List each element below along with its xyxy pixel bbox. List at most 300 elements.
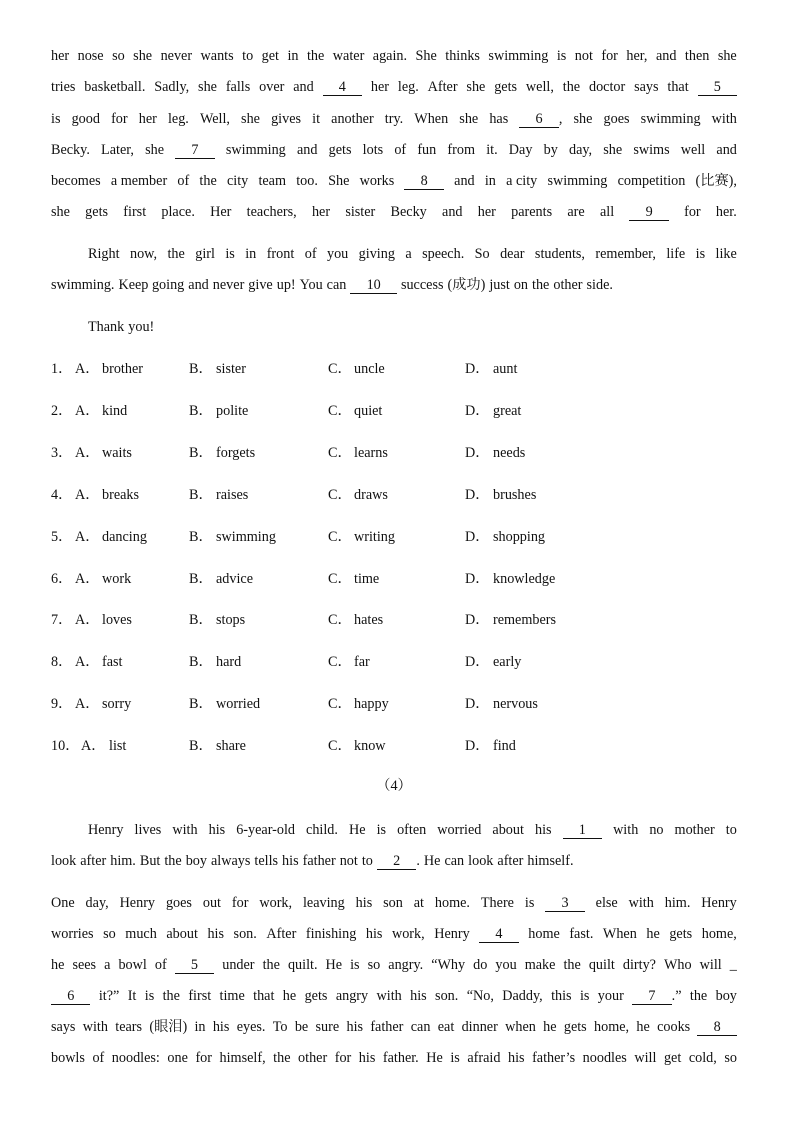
option-d-text: nervous	[493, 696, 538, 713]
word: her	[311, 204, 331, 220]
word: the	[262, 957, 280, 973]
option-c-text: hates	[354, 612, 384, 629]
word: with	[613, 822, 639, 838]
word: and	[655, 48, 677, 64]
word: so	[103, 926, 116, 942]
blank-number: 4	[324, 79, 361, 95]
text-line	[51, 77, 737, 97]
option-b-text: worried	[216, 696, 261, 713]
option-letter: D．	[465, 654, 490, 671]
answer-blank	[698, 77, 737, 97]
option-c-text: draws	[354, 486, 388, 503]
text-line	[51, 244, 737, 264]
word: father.	[382, 1050, 419, 1066]
word: sure	[315, 1019, 340, 1035]
word: Day	[508, 142, 533, 158]
option-c-text: writing	[354, 528, 395, 545]
word: he	[636, 1019, 650, 1035]
answer-blank	[175, 140, 214, 160]
word: and	[296, 142, 318, 158]
word: is	[350, 957, 360, 973]
answer-blank	[323, 77, 362, 97]
word: (成功)	[447, 277, 486, 293]
option-letter: D．	[465, 528, 490, 545]
word: the	[562, 79, 581, 95]
option-letter: A．	[75, 654, 100, 671]
option-a-text: kind	[102, 402, 128, 419]
word: she	[717, 48, 737, 64]
text-line	[51, 275, 737, 295]
word: He	[325, 957, 343, 973]
blank-number: 8	[406, 173, 442, 189]
word: the	[306, 48, 325, 64]
word: goes	[603, 111, 630, 127]
option-letter: D．	[465, 444, 490, 461]
word: leaving	[302, 895, 345, 911]
word: home,	[594, 1019, 630, 1035]
word: to	[242, 48, 254, 64]
word: one	[167, 1050, 188, 1066]
word: She	[415, 48, 437, 64]
word: will	[699, 957, 722, 973]
option-c-text: know	[354, 738, 386, 755]
word: day,	[85, 895, 109, 911]
option-letter: C．	[328, 528, 352, 545]
word: with	[711, 111, 737, 127]
word: in	[194, 1019, 206, 1035]
word: will	[634, 1050, 657, 1066]
word: again.	[372, 48, 408, 64]
word: it?”	[98, 988, 120, 1004]
word: says	[51, 1019, 76, 1035]
word: leg.	[397, 79, 419, 95]
word: eat	[437, 1019, 455, 1035]
question-number: 7．	[51, 612, 73, 629]
word: is	[144, 988, 155, 1004]
word: students,	[534, 246, 585, 262]
question-number: 8．	[51, 654, 73, 671]
answer-blank	[404, 171, 443, 191]
word: too.	[296, 173, 318, 189]
blank-number: 6	[53, 988, 89, 1004]
option-c-text: quiet	[354, 402, 383, 419]
word: other	[553, 277, 583, 293]
blank-number: 5	[176, 957, 213, 973]
question-number: 2．	[51, 402, 73, 419]
text-line	[51, 1017, 737, 1037]
answer-blank	[629, 202, 668, 222]
word: gets	[328, 142, 352, 158]
word: It	[127, 988, 137, 1004]
word: home.	[434, 895, 470, 911]
word: first	[123, 204, 147, 220]
word: all	[599, 204, 615, 220]
word: get	[261, 48, 279, 64]
text-line	[51, 924, 737, 944]
blank-number: 1	[564, 822, 601, 838]
word: Her	[210, 204, 232, 220]
word: is	[556, 48, 567, 64]
word: gets	[563, 1019, 587, 1035]
option-letter: C．	[328, 570, 352, 587]
option-d-text: remembers	[493, 612, 557, 629]
word: works	[359, 173, 395, 189]
word: a member	[110, 173, 168, 189]
word: Henry	[701, 895, 737, 911]
option-letter: B．	[189, 528, 213, 545]
word: she	[241, 111, 260, 127]
word: finishing	[305, 926, 357, 942]
word: swimming.	[51, 277, 115, 293]
text-line	[51, 171, 737, 191]
word: first	[188, 988, 212, 1004]
option-b-text: swimming	[216, 528, 276, 545]
word: He	[348, 822, 366, 838]
word: not	[339, 853, 358, 869]
word: To	[272, 1019, 288, 1035]
option-letter: D．	[465, 612, 490, 629]
word: worries	[51, 926, 94, 942]
word: swims	[633, 142, 670, 158]
word: time	[219, 988, 245, 1004]
word: He	[423, 853, 441, 869]
word: other	[298, 1050, 328, 1066]
word: are	[567, 204, 585, 220]
word: swimming	[640, 111, 701, 127]
word: dirty?	[622, 957, 656, 973]
word: his	[346, 1019, 364, 1035]
word: she	[145, 142, 165, 158]
word: (比赛),	[695, 173, 737, 189]
word: his	[208, 822, 226, 838]
word: the	[162, 988, 180, 1004]
word: Well,	[199, 111, 230, 127]
word: parents	[511, 204, 553, 220]
word: After	[266, 926, 297, 942]
word: on	[513, 277, 529, 293]
word: his	[355, 895, 373, 911]
option-c-text: time	[354, 570, 380, 587]
word: his	[212, 1019, 230, 1035]
word: day,	[568, 142, 593, 158]
word: is	[524, 895, 535, 911]
word: (眼泪)	[149, 1019, 188, 1035]
word: the	[167, 246, 185, 262]
option-a-text: loves	[102, 612, 132, 629]
word: side.	[586, 277, 613, 293]
text-line	[51, 986, 737, 1006]
word: often	[397, 822, 427, 838]
option-letter: A．	[75, 444, 100, 461]
blank-number: 10	[352, 277, 395, 293]
word: just	[489, 277, 510, 293]
word: another	[331, 111, 374, 127]
word: Henry	[88, 822, 124, 838]
word: can	[410, 1019, 431, 1035]
option-letter: D．	[465, 361, 490, 377]
word: son.	[233, 926, 257, 942]
option-letter: C．	[328, 696, 352, 713]
word: that	[253, 988, 275, 1004]
word: tries	[51, 79, 76, 95]
word: He	[426, 1050, 443, 1066]
word: it	[312, 111, 321, 127]
option-letter: D．	[465, 570, 490, 587]
answer-blank: 6 ,	[521, 111, 563, 127]
option-letter: A．	[75, 486, 100, 503]
word: work,	[259, 895, 293, 911]
word: falls	[225, 79, 251, 95]
word: quilt	[588, 957, 615, 973]
word: over	[259, 79, 285, 95]
word: of	[154, 957, 167, 973]
word: When	[602, 926, 637, 942]
word: after	[80, 853, 107, 869]
word: tears	[115, 1019, 143, 1035]
word: get	[663, 1050, 682, 1066]
word: bowl	[118, 957, 147, 973]
word: his	[365, 926, 383, 942]
word: is	[695, 246, 706, 262]
word: work,	[391, 926, 425, 942]
word: the	[164, 853, 182, 869]
word: a city	[506, 173, 538, 189]
word: Becky	[390, 204, 427, 220]
word: There	[480, 895, 514, 911]
word: competition	[617, 173, 686, 189]
word: Right	[88, 246, 120, 262]
word: he	[282, 988, 297, 1004]
word: his	[534, 822, 552, 838]
word: wants	[200, 48, 234, 64]
word: gives	[271, 111, 302, 127]
word: she	[133, 48, 153, 64]
word: under	[222, 957, 255, 973]
answer-blank: 2 .	[378, 853, 420, 869]
option-b-text: hard	[216, 654, 242, 671]
word: the	[273, 1050, 291, 1066]
option-letter: D．	[465, 486, 490, 503]
word: it.	[486, 142, 498, 158]
word: your	[597, 988, 624, 1004]
option-d-text: knowledge	[493, 570, 556, 587]
word: swimming	[225, 142, 286, 158]
word: about	[166, 926, 198, 942]
word: of	[304, 246, 317, 262]
word: she	[573, 111, 593, 127]
word: lots	[362, 142, 384, 158]
option-d-text: early	[493, 654, 522, 671]
word: life	[666, 246, 686, 262]
word: with	[82, 1019, 108, 1035]
word: _	[729, 957, 737, 973]
word: and	[454, 173, 475, 189]
word: the	[199, 173, 217, 189]
text-line	[51, 893, 737, 913]
option-c-text: uncle	[354, 361, 385, 377]
option-letter: B．	[189, 361, 213, 377]
option-b-text: sister	[216, 361, 246, 377]
option-letter: A．	[75, 528, 100, 545]
word: him.	[110, 853, 136, 869]
word: father’s	[532, 1050, 576, 1066]
word: angry	[335, 988, 369, 1004]
option-letter: B．	[189, 654, 213, 671]
option-letter: B．	[189, 402, 213, 419]
option-a-text: fast	[102, 654, 123, 671]
word: the	[532, 277, 550, 293]
word: Who	[664, 957, 692, 973]
word: “No,	[466, 988, 494, 1004]
option-a-text: breaks	[102, 486, 140, 503]
word: Thank	[88, 319, 125, 335]
option-c-text: learns	[354, 444, 388, 461]
option-letter: A．	[81, 738, 106, 755]
word: for	[334, 1050, 352, 1066]
word: speech.	[422, 246, 465, 262]
option-letter: C．	[328, 612, 352, 629]
option-a-text: dancing	[102, 528, 147, 545]
word: and	[716, 142, 737, 158]
word: he	[646, 926, 660, 942]
word: So	[474, 246, 490, 262]
text-line	[51, 46, 737, 66]
word: in	[484, 173, 496, 189]
option-letter: A．	[75, 612, 100, 629]
word: is	[579, 988, 590, 1004]
option-b-text: advice	[216, 570, 254, 587]
word: at	[413, 895, 424, 911]
option-b-text: stops	[216, 612, 246, 629]
word: and	[442, 204, 463, 220]
word: himself,	[219, 1050, 266, 1066]
word: team	[258, 173, 287, 189]
word: says	[634, 79, 659, 95]
word: cooks	[657, 1019, 691, 1035]
word: sister	[345, 204, 376, 220]
word: a	[104, 957, 111, 973]
word: Henry	[434, 926, 470, 942]
word: so	[112, 48, 125, 64]
word: father	[302, 853, 336, 869]
word: do	[473, 957, 488, 973]
word: swimming	[547, 173, 608, 189]
word: never	[160, 48, 193, 64]
word: “Why	[431, 957, 466, 973]
answer-blank	[697, 1017, 736, 1037]
word: the	[563, 957, 581, 973]
word: for	[111, 111, 128, 127]
word: fun	[417, 142, 437, 158]
word: place.	[161, 204, 195, 220]
word: by	[543, 142, 558, 158]
word: give	[248, 277, 273, 293]
option-letter: A．	[75, 402, 100, 419]
word: look	[468, 853, 494, 869]
word: dinner	[461, 1019, 498, 1035]
question-number: 6．	[51, 570, 73, 587]
word: and	[188, 277, 209, 293]
word: is	[51, 111, 61, 127]
option-letter: B．	[189, 486, 213, 503]
word: himself.	[527, 853, 574, 869]
option-letter: C．	[328, 361, 352, 377]
word: home	[528, 926, 560, 942]
word: for	[231, 895, 249, 911]
question-number: 4．	[51, 486, 73, 503]
option-a-text: waits	[102, 444, 132, 461]
word: well	[680, 142, 706, 158]
word: front	[266, 246, 295, 262]
word: up!	[276, 277, 296, 293]
word: mother	[674, 822, 715, 838]
word: tells	[254, 853, 279, 869]
word: always	[210, 853, 251, 869]
option-d-text: needs	[493, 444, 526, 461]
word: out	[202, 895, 221, 911]
word: look	[51, 853, 77, 869]
word: success	[400, 277, 444, 293]
answer-blank	[563, 820, 602, 840]
word: she	[466, 79, 486, 95]
text-line	[51, 317, 737, 337]
word: can	[444, 853, 465, 869]
text-line	[51, 202, 737, 222]
word: no	[649, 822, 664, 838]
option-d-text: great	[493, 402, 522, 419]
question-number: 1．	[51, 361, 73, 377]
word: You	[299, 277, 323, 293]
word: boy	[715, 988, 737, 1004]
option-b-text: raises	[216, 486, 249, 503]
word: his	[207, 926, 224, 942]
word: her	[51, 48, 70, 64]
blank-number: 7	[634, 988, 670, 1004]
word: gets	[494, 79, 518, 95]
answer-blank: 7 .”	[634, 988, 682, 1004]
blank-number: 6	[521, 111, 557, 127]
word: his	[358, 1050, 376, 1066]
word: try.	[384, 111, 404, 127]
word: that	[667, 79, 689, 95]
word: teachers,	[246, 204, 297, 220]
answer-blank	[545, 893, 584, 913]
question-number: 9．	[51, 696, 73, 713]
word: you	[326, 246, 349, 262]
word: noodles:	[111, 1050, 160, 1066]
answer-blank	[51, 986, 90, 1006]
word: this	[551, 988, 572, 1004]
word: afraid	[467, 1050, 501, 1066]
option-d-text: shopping	[493, 528, 546, 545]
answer-blank	[350, 275, 397, 295]
word: Daddy,	[502, 988, 543, 1004]
word: a	[405, 246, 412, 262]
word: sees	[72, 957, 97, 973]
word: Keep going	[118, 277, 185, 293]
blank-number: 3	[547, 895, 583, 911]
word: with	[628, 895, 654, 911]
blank-number: 7	[177, 142, 213, 158]
word: for	[601, 48, 618, 64]
word: to	[725, 822, 737, 838]
word: him.	[664, 895, 691, 911]
word: child.	[306, 822, 338, 838]
word: noodles	[582, 1050, 627, 1066]
word: city	[226, 173, 249, 189]
word: then	[684, 48, 710, 64]
word: One	[51, 895, 75, 911]
